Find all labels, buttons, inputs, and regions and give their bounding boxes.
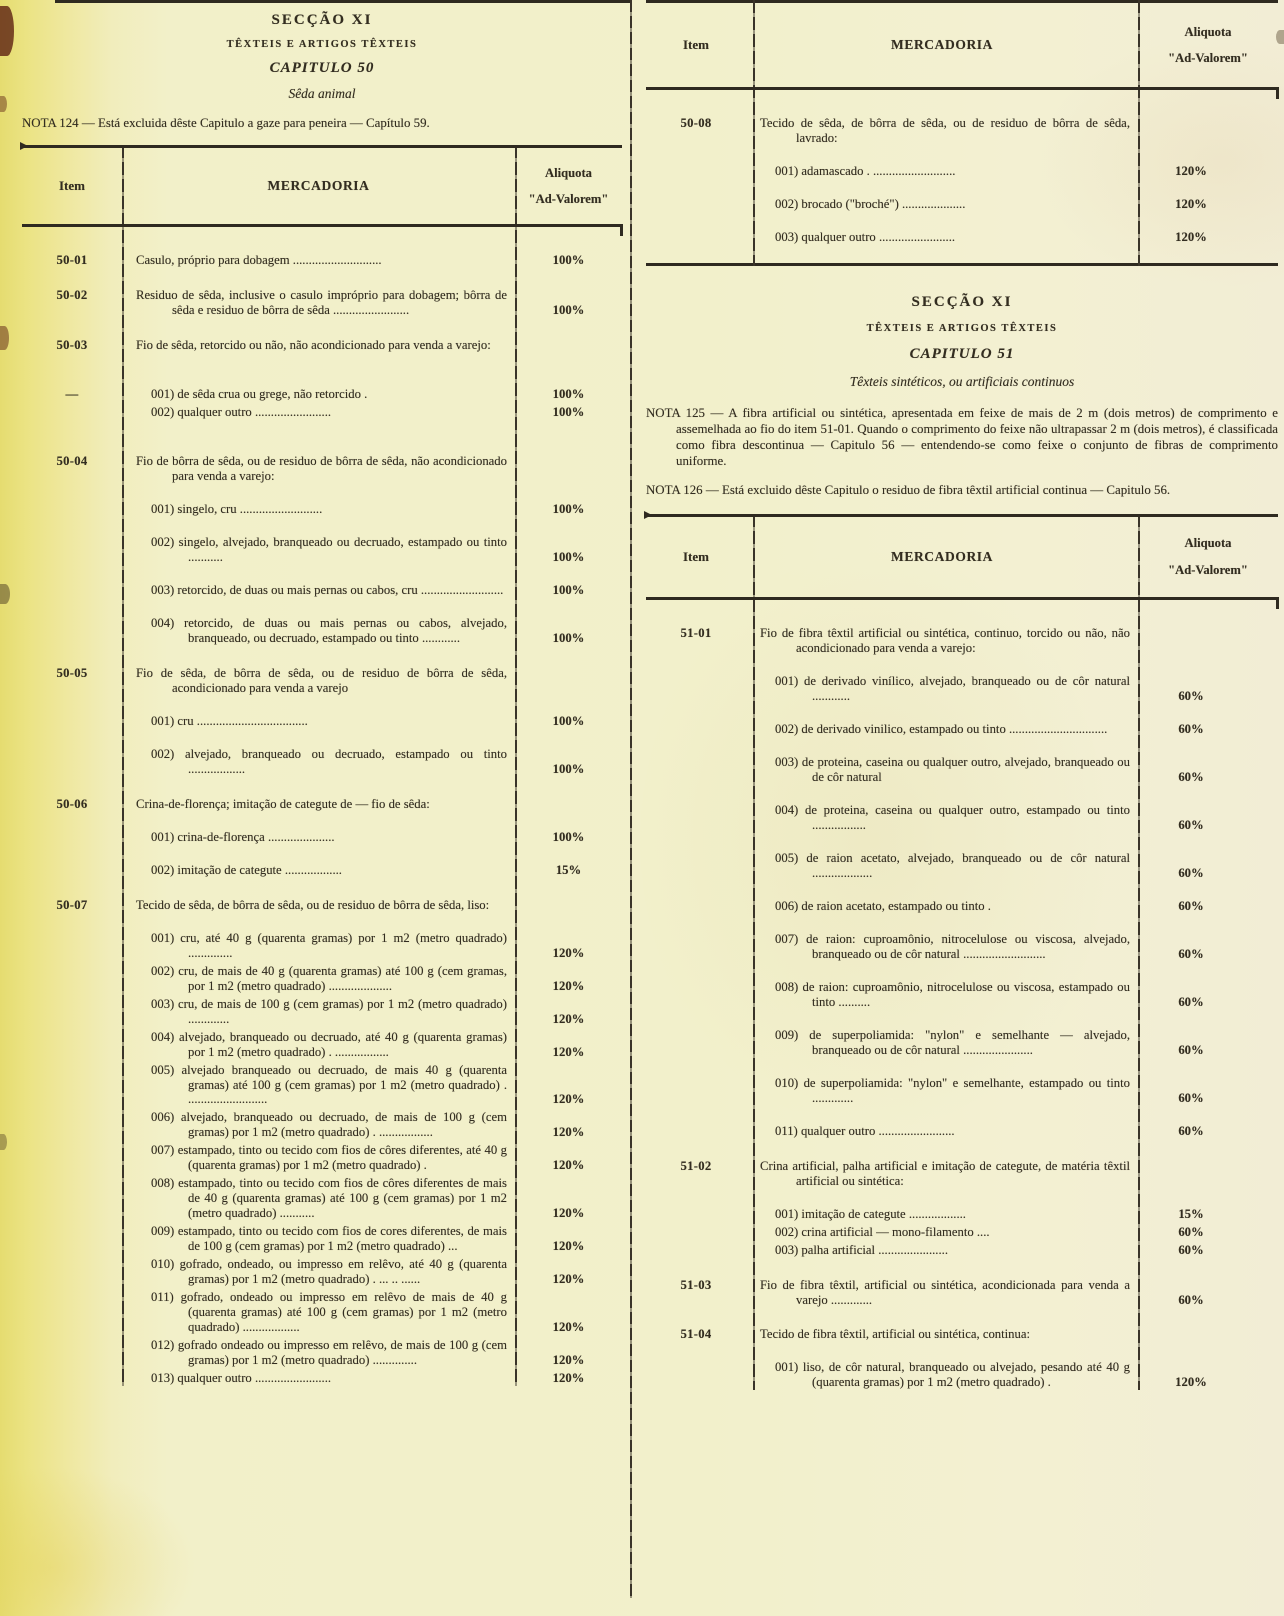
item-code: 50-05 — [56, 665, 88, 680]
table-row — [646, 851, 1278, 881]
rate-value: 15% — [555, 862, 582, 877]
table-header-rule — [646, 87, 1278, 90]
table-row — [22, 964, 622, 994]
table-row — [646, 626, 1278, 656]
merchandise-description: Casulo, próprio para dobagem ............................ — [136, 253, 382, 267]
merchandise-description: 006) de raion acetato, estampado ou tinto . — [775, 898, 991, 913]
rate-value: 60% — [1178, 817, 1204, 832]
chapter-title: CAPITULO 50 — [269, 60, 375, 76]
table-row — [646, 803, 1278, 833]
merchandise-description: Fio de sêda, de bôrra de sêda, ou de residuo de bôrra de sêda, acondicionado para venda a varejo — [136, 665, 507, 695]
merchandise-description: Tecido de fibra têxtil, artificial ou sintética, continua: — [760, 1327, 1031, 1342]
merchandise-description: 012) gofrado ondeado ou impresso em relêvo, de mais de 100 g (cem gramas) por 1 m2 (metro quadrado) .............. — [151, 1338, 507, 1368]
rate-value: 60% — [1178, 1123, 1204, 1138]
scan-stain — [0, 96, 7, 112]
rate-value: 120% — [552, 1011, 585, 1026]
rate-value: 60% — [1178, 898, 1204, 913]
rate-value: 100% — [552, 302, 585, 317]
table-row — [646, 1225, 1278, 1240]
rate-header-line1: Aliquota — [1184, 24, 1232, 39]
merchandise-description: 001) de derivado vinílico, alvejado, branqueado ou de côr natural ............ — [775, 673, 1130, 703]
rate-header-line1: Aliquota — [545, 165, 592, 180]
rate-header-line2: "Ad-Valorem" — [1168, 51, 1248, 65]
merchandise-description: Crina-de-florença; imitação de categute de — fio de sêda: — [136, 796, 430, 811]
column-header-item: Item — [59, 178, 85, 194]
section-title: SECÇÃO XI — [271, 12, 373, 28]
merchandise-description: 002) qualquer outro ........................ — [151, 404, 332, 419]
table-row — [22, 997, 622, 1027]
column-header-rate — [1138, 19, 1278, 72]
rate-value: 120% — [552, 1320, 585, 1335]
table-header — [22, 148, 622, 224]
table-row — [22, 1371, 622, 1386]
rate-value: 120% — [552, 978, 585, 993]
chapter-subtitle: Sêda animal — [288, 86, 356, 101]
rate-value: 100% — [552, 386, 585, 401]
table-row — [646, 116, 1278, 146]
rate-value: 60% — [1178, 688, 1204, 703]
right-column — [646, 0, 1278, 1390]
merchandise-description: 004) retorcido, de duas ou mais pernas ou cabos, alvejado, branqueado, ou decruado, estampado ou tinto ............ — [151, 615, 507, 645]
table-row — [22, 253, 622, 268]
scan-stain — [0, 584, 10, 604]
merchandise-description: 009) de superpoliamida: "nylon" e semelhante — alvejado, branqueado ou de côr natural ...................... — [775, 1027, 1130, 1057]
rate-value: 120% — [552, 1272, 585, 1287]
item-code: 50-03 — [56, 337, 88, 352]
merchandise-description: 008) de raion: cuproamônio, nitrocelulose ou viscosa, estampado ou tinto .......... — [775, 979, 1130, 1009]
merchandise-description: 003) palha artificial ...................... — [775, 1242, 948, 1257]
table-row — [22, 583, 622, 598]
rate-value: 100% — [552, 713, 585, 728]
table-row — [22, 338, 622, 353]
table-row — [646, 1076, 1278, 1106]
table-row — [646, 722, 1278, 737]
table-row — [646, 755, 1278, 785]
rate-value: 60% — [1178, 1042, 1204, 1057]
merchandise-description: 003) retorcido, de duas ou mais pernas ou cabos, cru .......................... — [151, 582, 504, 597]
rate-value: 120% — [552, 1125, 585, 1140]
table-column-rule — [753, 514, 755, 1391]
table-bottom-rule — [646, 263, 1278, 266]
item-code: 50-06 — [56, 796, 88, 811]
table-row — [22, 1257, 622, 1287]
rate-value: 100% — [552, 549, 585, 564]
section-subtitle: TÊXTEIS E ARTIGOS TÊXTEIS — [866, 322, 1058, 334]
column-header-merchandise: MERCADORIA — [891, 548, 993, 564]
rate-value: 100% — [552, 829, 585, 844]
merchandise-description: 001) cru, até 40 g (quarenta gramas) por 1 m2 (metro quadrado) .............. — [151, 930, 507, 960]
rate-value: 60% — [1178, 1242, 1204, 1257]
merchandise-description: 010) de superpoliamida: "nylon" e semelhante, estampado ou tinto ............. — [775, 1075, 1130, 1105]
rate-value: 60% — [1178, 1090, 1204, 1105]
table-row — [646, 1327, 1278, 1342]
merchandise-description: Fio de fibra têxtil, artificial ou sintética, acondicionada para venda a varejo ............. — [760, 1277, 1130, 1307]
table-body — [646, 600, 1278, 1391]
merchandise-description: 001) adamascado . .......................... — [775, 163, 956, 178]
table-row — [22, 830, 622, 845]
rate-value: 60% — [1178, 769, 1204, 784]
chapter-subtitle: Têxteis sintéticos, ou artificiais continuos — [849, 373, 1075, 389]
merchandise-description: 002) cru, de mais de 40 g (quarenta gramas) até 100 g (cem gramas, por 1 m2 (metro quadrado) .................... — [151, 963, 507, 993]
table-row — [646, 980, 1278, 1010]
rate-value: 120% — [1175, 196, 1207, 211]
scan-stain — [0, 326, 9, 350]
column-header-merchandise: MERCADORIA — [891, 37, 993, 53]
merchandise-description: 003) de proteina, caseina ou qualquer outro, alvejado, branqueado ou de côr natural — [775, 754, 1130, 784]
column-header-rate — [1138, 530, 1278, 583]
table-row — [22, 931, 622, 961]
rate-value: 120% — [552, 1044, 585, 1059]
merchandise-description: 001) crina-de-florença ..................... — [151, 829, 335, 844]
item-code: 51-03 — [680, 1277, 712, 1292]
merchandise-description: 005) de raion acetato, alvejado, branqueado ou de côr natural ................... — [775, 850, 1130, 880]
rate-header-line1: Aliquota — [1184, 536, 1232, 551]
rate-value: 120% — [552, 1371, 585, 1386]
rate-value: 60% — [1178, 865, 1204, 880]
table-row — [646, 1028, 1278, 1058]
table-row — [22, 1063, 622, 1108]
table-column-rule — [1138, 514, 1140, 1391]
merchandise-description: 003) qualquer outro ........................ — [775, 229, 956, 244]
merchandise-description: 007) de raion: cuproamônio, nitrocelulose ou viscosa, alvejado, branqueado ou de côr natural .......................... — [775, 931, 1130, 961]
merchandise-description: 009) estampado, tinto ou tecido com fios de cores diferentes, de mais de 100 g (cem gramas) por 1 m2 (metro quadrado) ... — [151, 1224, 507, 1254]
item-code: 50-08 — [680, 116, 712, 130]
table-row — [646, 164, 1278, 179]
merchandise-description: Crina artificial, palha artificial e imitação de categute, de matéria têxtil artificial ou sintética: — [760, 1158, 1130, 1188]
table-header-rule — [22, 224, 622, 227]
tariff-table-chapter51 — [646, 514, 1278, 1391]
table-row — [22, 898, 622, 913]
merchandise-description: 007) estampado, tinto ou tecido com fios de côres diferentes, até 40 g (quarenta gramas) por 1 m2 (metro quadrado) . — [151, 1143, 507, 1173]
table-header — [646, 3, 1278, 87]
merchandise-description: 004) de proteina, caseina ou qualquer outro, estampado ou tinto ................. — [775, 802, 1130, 832]
merchandise-description: 003) cru, de mais de 100 g (cem gramas) por 1 m2 (metro quadrado) ............. — [151, 996, 507, 1026]
chapter-title: CAPITULO 51 — [909, 345, 1015, 362]
table-body — [22, 227, 622, 1386]
scan-stain — [0, 6, 14, 56]
table-row — [22, 502, 622, 517]
merchandise-description: 010) gofrado, ondeado, ou impresso em relêvo, até 40 g (quarenta gramas) por 1 m2 (metro quadrado) . ... .. ...... — [151, 1257, 507, 1287]
table-row — [646, 1278, 1278, 1308]
table-top-rule — [22, 145, 622, 148]
merchandise-description: Fio de sêda, retorcido ou não, não acondicionado para venda a varejo: — [136, 337, 491, 352]
rate-header-line2: "Ad-Valorem" — [1168, 562, 1248, 577]
table-row — [22, 454, 622, 484]
table-row — [22, 714, 622, 729]
table-row — [646, 1207, 1278, 1222]
rate-value: 120% — [552, 1158, 585, 1173]
item-code: 50-01 — [56, 253, 88, 267]
rate-value: 15% — [1178, 1206, 1204, 1221]
table-column-rule — [1138, 0, 1140, 266]
note-paragraph: NOTA 126 — Está excluido dêste Capitulo o residuo de fibra têxtil artificial continua — Capitulo 56. — [646, 482, 1171, 497]
rate-value: 120% — [1175, 1375, 1207, 1390]
item-code: 51-04 — [680, 1327, 712, 1342]
rate-value: 120% — [552, 945, 585, 960]
table-row — [646, 230, 1278, 245]
table-row — [22, 1110, 622, 1140]
table-row — [22, 288, 622, 318]
merchandise-description: 011) gofrado, ondeado ou impresso em relêvo de mais de 40 g (quarenta gramas) até 100 g (cem gramas) por 1 m2 (metro quadrado) .................. — [151, 1290, 507, 1335]
table-row — [22, 616, 622, 646]
rate-value: 120% — [552, 1353, 585, 1368]
table-row — [22, 747, 622, 777]
merchandise-description: 008) estampado, tinto ou tecido com fios de côres diferentes de mais de 40 g (quarenta gramas) até 100 g (cem gramas) por 1 m2 (metro quadrado) ........... — [151, 1176, 507, 1221]
merchandise-description: 011) qualquer outro ........................ — [775, 1123, 955, 1138]
item-code: — — [65, 386, 79, 401]
rate-value: 100% — [552, 404, 585, 419]
left-column — [22, 0, 622, 1386]
tariff-table-50-08 — [646, 0, 1278, 266]
table-row — [646, 674, 1278, 704]
rate-value: 100% — [552, 582, 585, 597]
table-row — [646, 1243, 1278, 1258]
rate-header-line2: "Ad-Valorem" — [528, 192, 609, 206]
merchandise-description: 013) qualquer outro ........................ — [151, 1371, 332, 1386]
table-row — [22, 387, 622, 402]
merchandise-description: 001) imitação de categute .................. — [775, 1206, 966, 1221]
item-code: 50-04 — [56, 453, 88, 468]
table-row — [22, 405, 622, 420]
merchandise-description: 001) singelo, cru .......................... — [151, 501, 323, 516]
rate-value: 120% — [552, 1206, 585, 1221]
merchandise-description: 006) alvejado, branqueado ou decruado, de mais de 100 g (cem gramas) por 1 m2 (metro quadrado) . ................. — [151, 1110, 507, 1140]
table-row — [646, 197, 1278, 212]
table-column-rule — [515, 145, 517, 1386]
section-subtitle: TÊXTEIS E ARTIGOS TÊXTEIS — [226, 39, 418, 50]
column-header-rate — [515, 160, 622, 213]
rate-value: 60% — [1178, 994, 1204, 1009]
table-column-rule — [122, 145, 124, 1386]
column-header-merchandise: MERCADORIA — [267, 178, 370, 194]
table-row — [22, 1290, 622, 1335]
rate-value: 60% — [1178, 721, 1204, 736]
rate-value: 120% — [552, 1239, 585, 1254]
table-row — [646, 899, 1278, 914]
column-header-item: Item — [683, 549, 709, 565]
item-code: 50-02 — [56, 287, 88, 302]
table-row — [22, 1176, 622, 1221]
merchandise-description: Fio de bôrra de sêda, ou de residuo de bôrra de sêda, não acondicionado para venda a varejo: — [136, 453, 507, 483]
merchandise-description: 002) alvejado, branqueado ou decruado, estampado ou tinto .................. — [151, 746, 507, 776]
merchandise-description: 002) de derivado vinilico, estampado ou tinto ............................... — [775, 721, 1108, 736]
table-body — [646, 90, 1278, 245]
rate-value: 100% — [552, 761, 585, 776]
note-paragraph: NOTA 124 — Está excluida dêste Capitulo a gaze para peneira — Capítulo 59. — [22, 116, 430, 130]
table-row — [646, 1360, 1278, 1390]
column-header-item: Item — [683, 37, 709, 53]
tariff-table-chapter50 — [22, 145, 622, 1386]
section-title: SECÇÃO XI — [911, 293, 1013, 310]
table-top-rule — [646, 514, 1278, 517]
rate-value: 100% — [552, 253, 585, 267]
note-paragraph: NOTA 125 — A fibra artificial ou sintética, apresentada em feixe de mais de 2 m (dois metros) de comprimento e assemelhada ao fio do item 51-01. Quando o comprimento do feixe não ultrapassar 2 m (dois metros), é classificada como fibra descontinua — Capitulo 56 — entendendo-se como feixe o conjunto de fibras de comprimento uniforme. — [646, 405, 1278, 468]
column-divider — [630, 0, 632, 1598]
merchandise-description: 001) de sêda crua ou grege, não retorcido . — [151, 386, 368, 401]
table-row — [22, 797, 622, 812]
merchandise-description: 002) imitação de categute .................. — [151, 862, 342, 877]
rate-value: 60% — [1178, 946, 1204, 961]
merchandise-description: 001) liso, de côr natural, branqueado ou alvejado, pesando até 40 g (quarenta gramas) por 1 m2 (metro quadrado) . — [775, 1360, 1130, 1390]
table-header — [646, 517, 1278, 597]
table-header-rule — [646, 597, 1278, 600]
table-row — [22, 1143, 622, 1173]
table-row — [22, 1224, 622, 1254]
table-row — [646, 932, 1278, 962]
merchandise-description: 004) alvejado, branqueado ou decruado, até 40 g (quarenta gramas) por 1 m2 (metro quadrado) . ................. — [151, 1029, 507, 1059]
merchandise-description: Tecido de sêda, de bôrra de sêda, ou de residuo de bôrra de sêda, lavrado: — [760, 116, 1130, 145]
rate-value: 100% — [552, 630, 585, 645]
rate-value: 100% — [552, 501, 585, 516]
table-row — [22, 863, 622, 878]
merchandise-description: 005) alvejado branqueado ou decruado, de mais 40 g (quarenta gramas) até 100 g (cem gramas) por 1 m2 (metro quadrado) . ......................... — [151, 1062, 507, 1107]
table-row — [22, 1338, 622, 1368]
merchandise-description: 002) crina artificial — mono-filamento .... — [775, 1224, 990, 1239]
rate-value: 120% — [552, 1092, 585, 1107]
merchandise-description: 002) brocado ("broché") .................... — [775, 196, 966, 211]
table-row — [646, 1159, 1278, 1189]
merchandise-description: 002) singelo, alvejado, branqueado ou decruado, estampado ou tinto ........... — [151, 534, 507, 564]
table-row — [646, 1124, 1278, 1139]
item-code: 51-02 — [680, 1158, 712, 1173]
table-row — [22, 1030, 622, 1060]
merchandise-description: Fio de fibra têxtil artificial ou sintética, continuo, torcido ou não, não acondicionado para venda a varejo: — [760, 625, 1130, 655]
rate-value: 120% — [1175, 163, 1207, 178]
item-code: 50-07 — [56, 897, 88, 912]
merchandise-description: 001) cru ................................... — [151, 713, 308, 728]
merchandise-description: Tecido de sêda, de bôrra de sêda, ou de residuo de bôrra de sêda, liso: — [136, 897, 490, 912]
rate-value: 120% — [1175, 229, 1207, 244]
item-code: 51-01 — [680, 625, 712, 640]
scan-stain — [0, 1134, 7, 1150]
table-column-rule — [753, 0, 755, 266]
table-row — [22, 666, 622, 696]
rate-value: 60% — [1178, 1292, 1204, 1307]
rate-value: 60% — [1178, 1224, 1204, 1239]
merchandise-description: Residuo de sêda, inclusive o casulo impróprio para dobagem; bôrra de sêda e residuo de bôrra de sêda ........................ — [136, 287, 507, 317]
table-row — [22, 535, 622, 565]
